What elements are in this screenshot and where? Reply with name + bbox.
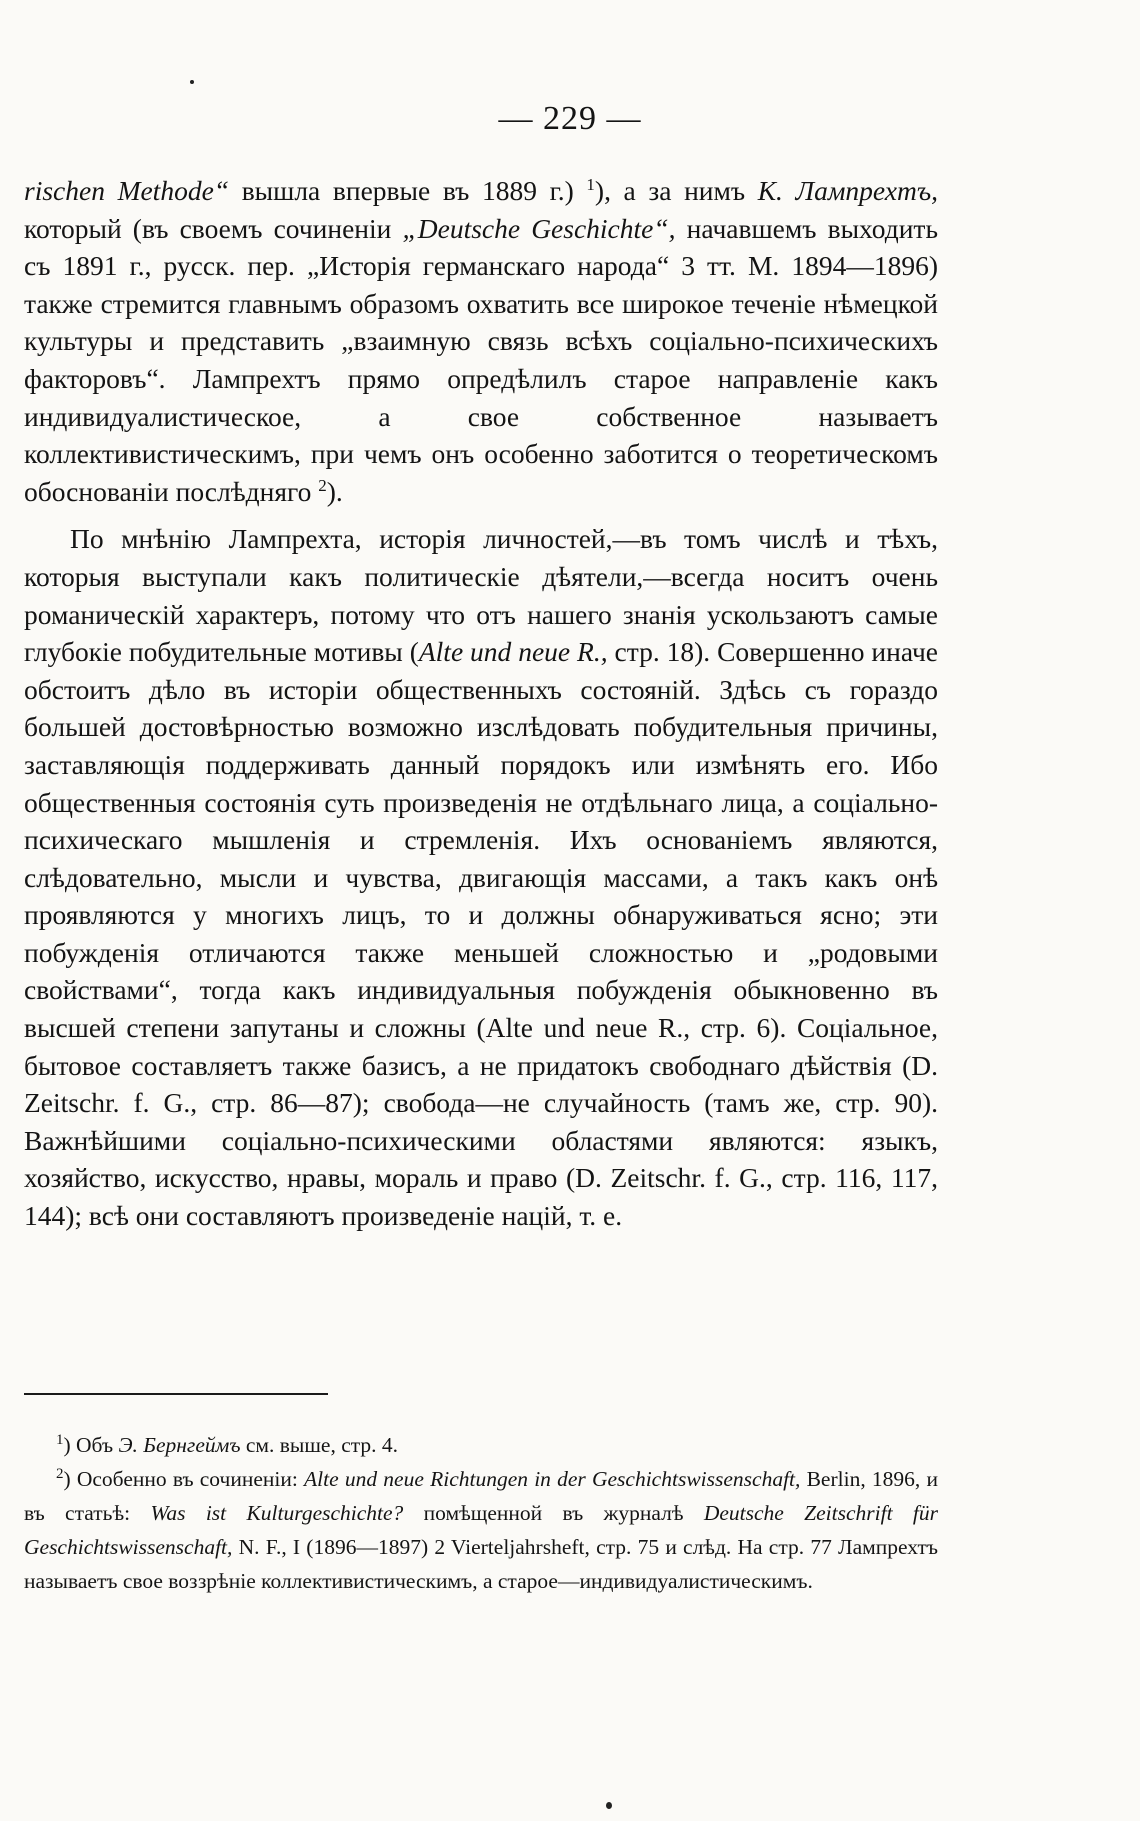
text-run: Berlin, 1896, и въ статьѣ: [24, 1467, 938, 1525]
text-run: N. F., I (1896—1897) 2 Vierteljahrsheft, стр. 75 и слѣд. На стр. 77 Лампрехтъ называетъ свое воззрѣніе коллективистическимъ, а старое—индивидуалистическимъ. [24, 1535, 938, 1593]
text-run: который (въ своемъ сочиненіи [24, 212, 403, 244]
ink-speck-bottom [606, 1802, 612, 1809]
text-run: ). [326, 475, 343, 507]
text-run: см. выше, стр. 4. [240, 1433, 399, 1457]
text-run: начавшемъ выходить съ 1891 г., русск. пер. „Исторія германскаго народа“ 3 тт. М. 1894—1896) также стремится главнымъ образомъ охватить все широкое теченіе нѣмецкой культуры и представить „взаимную связь всѣхъ соціально-психическихъ факторовъ“. Лампрехтъ прямо опредѣлилъ старое направленіе какъ индивидуалистическое, а свое собственное называетъ коллективистическимъ, при чемъ онъ особенно заботится о теоретическомъ обоснованіи послѣдняго [24, 212, 938, 507]
italic-text: Deutsche Zeitschrift für Geschichtswissenschaft, [24, 1501, 938, 1559]
footnote-ref: 2 [318, 475, 327, 495]
footnote-ref: 1 [586, 174, 595, 194]
text-run: ) Объ [63, 1433, 119, 1457]
footnote-2 [24, 1462, 938, 1598]
footnote-ref: 1 [56, 1431, 64, 1448]
italic-text: Was ist Kulturgeschichte? [150, 1501, 404, 1525]
italic-text: Alte und neue R., [418, 636, 608, 668]
italic-text: К. Лампрехтъ, [757, 175, 938, 206]
text-run: помѣщенной въ журналѣ [403, 1501, 704, 1525]
page-number: — 229 — [498, 100, 642, 137]
italic-text: Э. Бернгеймъ [118, 1433, 241, 1457]
text-run: ) Особенно въ сочиненіи: [63, 1467, 305, 1491]
footnotes [24, 1428, 938, 1598]
paragraph-2 [24, 520, 938, 1234]
body-text [24, 172, 938, 1245]
text-run: вышла впервые въ 1889 г.) [229, 175, 587, 206]
text-run: По мнѣнію Лампрехта, исторія личностей,—въ томъ числѣ и тѣхъ, которыя выступали какъ политическіе дѣятели,—всегда носитъ очень романическій характеръ, потому что отъ нашего знанія ускользаютъ самые глубокіе побудительные мотивы ( [24, 523, 938, 668]
italic-text: „Deutsche Geschichte“, [402, 212, 676, 244]
italic-text: Alte und neue Richtungen in der Geschichtswissenschaft, [304, 1467, 801, 1491]
footnote-ref: 2 [56, 1465, 64, 1482]
paragraph-1 [24, 172, 938, 510]
italic-text: rischen Methode“ [24, 175, 230, 206]
text-run: стр. 18). Совершенно иначе обстоитъ дѣло въ исторіи общественныхъ состояній. Здѣсь съ гораздо большей достовѣрностью возможно изслѣдовать побудительныя причины, заставляющія поддерживать данный порядокъ или измѣнять его. Ибо общественныя состоянія суть произведенія не отдѣльнаго лица, а соціально-психическаго мышленія и стремленія. Ихъ основаніемъ являются, слѣдовательно, мысли и чувства, двигающія массами, а такъ какъ онѣ проявляются у многихъ лицъ, то и должны обнаруживаться ясно; эти побужденія отличаются также меньшей сложностью и „родовыми свойствами“, тогда какъ индивидуальныя побужденія обыкновенно въ высшей степени запутаны и сложны (Alte und neue R., стр. 6). Соціальное, бытовое составляетъ также базисъ, а не придатокъ свободнаго дѣйствія (D. Zeitschr. f. G., стр. 86—87); свобода—не случайность (тамъ же, стр. 90). Важнѣйшими соціально-психическими областями являются: языкъ, хозяйство, искусство, нравы, мораль и право (D. Zeitschr. f. G., стр. 116, 117, 144); всѣ они составляютъ произведеніе націй, т. е. [24, 636, 938, 1232]
footnote-1 [24, 1428, 938, 1462]
footnote-separator [24, 1393, 328, 1395]
text-run: ), а за нимъ [594, 175, 758, 206]
ink-speck-top [190, 80, 194, 84]
